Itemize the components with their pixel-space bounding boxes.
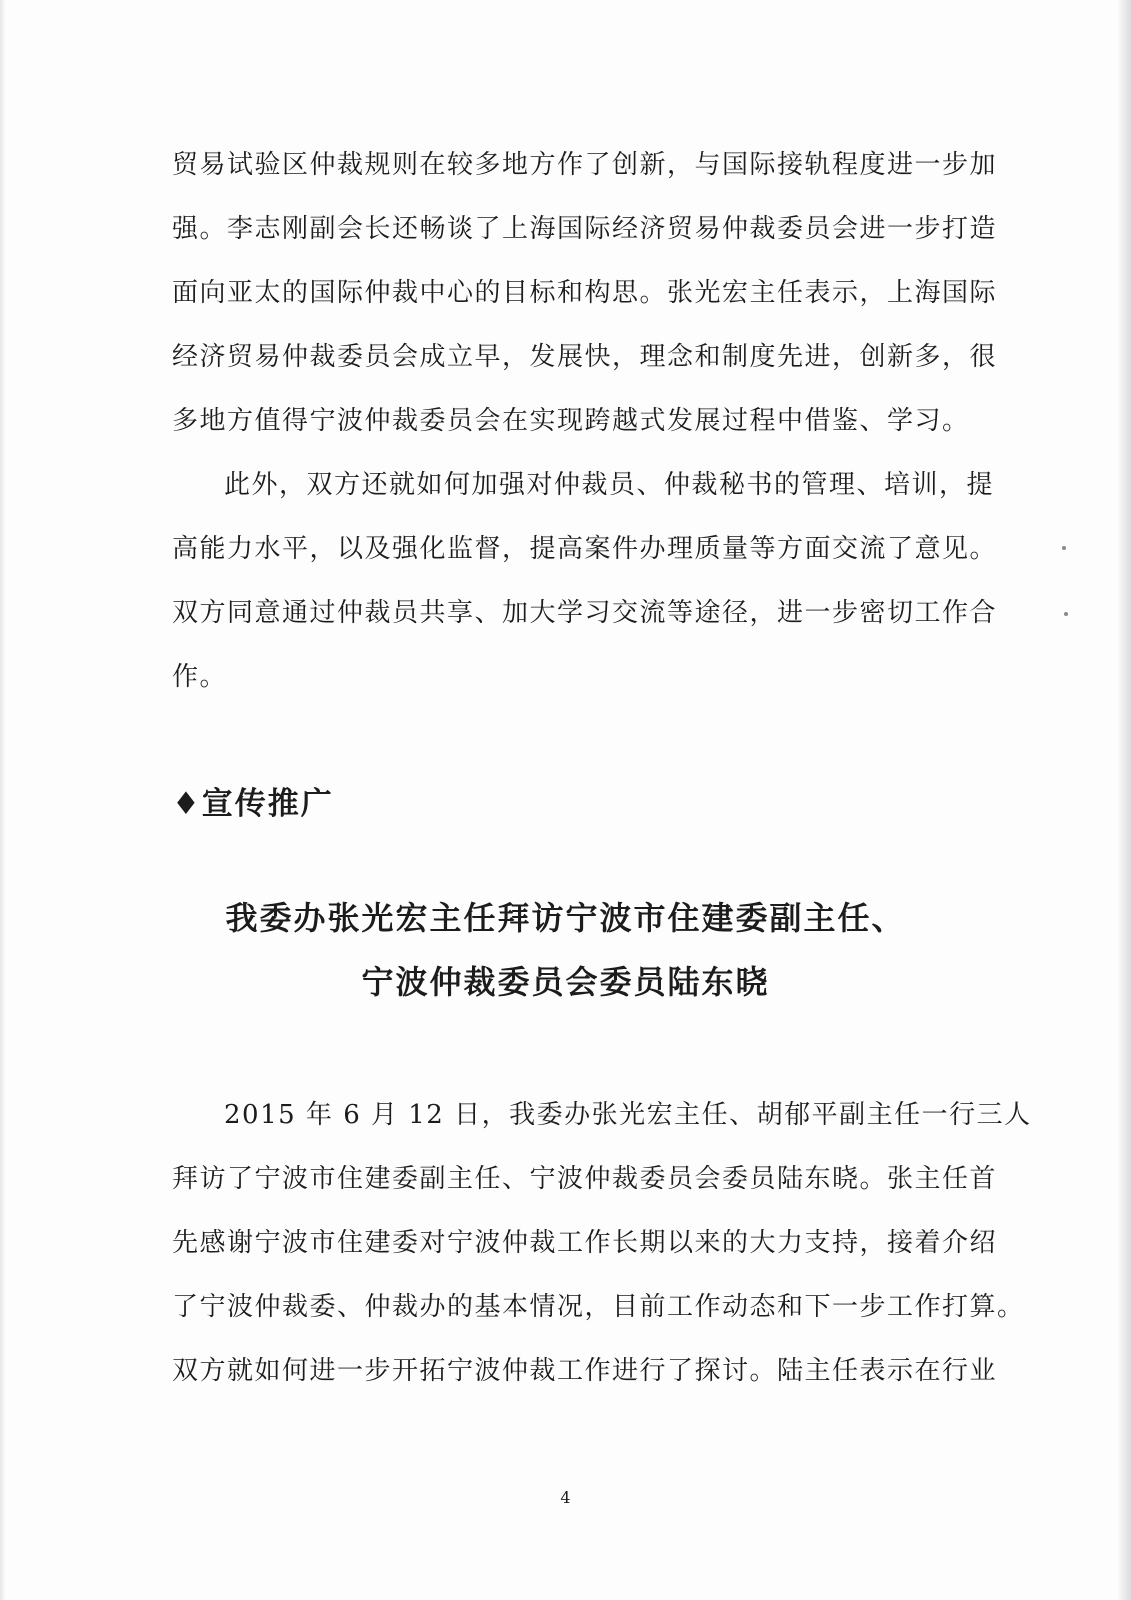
article-title-line-2: 宁波仲裁委员会委员陆东晓: [361, 963, 770, 1001]
paragraph-3-line-4: 了宁波仲裁委、仲裁办的基本情况，目前工作动态和下一步工作打算。: [172, 1292, 1025, 1322]
paragraph-3-line-3: 先感谢宁波市住建委对宁波仲裁工作长期以来的大力支持，接着介绍: [172, 1228, 998, 1258]
scan-shadow-right: [1117, 0, 1131, 1600]
page-number: 4: [560, 1488, 571, 1507]
paragraph-3-line-5: 双方就如何进一步开拓宁波仲裁工作进行了探讨。陆主任表示在行业: [172, 1356, 998, 1386]
paragraph-1-line-5: 多地方值得宁波仲裁委员会在实现跨越式发展过程中借鉴、学习。: [172, 406, 970, 436]
paragraph-2-line-1: 此外，双方还就如何加强对仲裁员、仲裁秘书的管理、培训，提: [224, 470, 995, 500]
scan-speck: [1064, 612, 1068, 616]
paragraph-1-line-1: 贸易试验区仲裁规则在较多地方作了创新，与国际接轨程度进一步加: [172, 150, 998, 180]
scan-speck: [1062, 546, 1066, 550]
section-heading: ♦宣传推广: [172, 786, 334, 822]
paragraph-2-line-4: 作。: [172, 662, 228, 692]
paragraph-1-line-4: 经济贸易仲裁委员会成立早，发展快，理念和制度先进，创新多，很: [172, 342, 998, 372]
scan-shadow-left: [0, 0, 6, 1600]
paragraph-3-line-2: 拜访了宁波市住建委副主任、宁波仲裁委员会委员陆东晓。张主任首: [172, 1164, 998, 1194]
paragraph-3-line-1: 2015 年 6 月 12 日，我委办张光宏主任、胡郁平副主任一行三人: [224, 1100, 1032, 1130]
paragraph-2-line-3: 双方同意通过仲裁员共享、加大学习交流等途径，进一步密切工作合: [172, 598, 998, 628]
paragraph-1-line-2: 强。李志刚副会长还畅谈了上海国际经济贸易仲裁委员会进一步打造: [172, 214, 998, 244]
paragraph-2-line-2: 高能力水平，以及强化监督，提高案件办理质量等方面交流了意见。: [172, 534, 998, 564]
article-title-line-1: 我委办张光宏主任拜访宁波市住建委副主任、: [225, 899, 906, 937]
paragraph-1-line-3: 面向亚太的国际仲裁中心的目标和构思。张光宏主任表示，上海国际: [172, 278, 998, 308]
